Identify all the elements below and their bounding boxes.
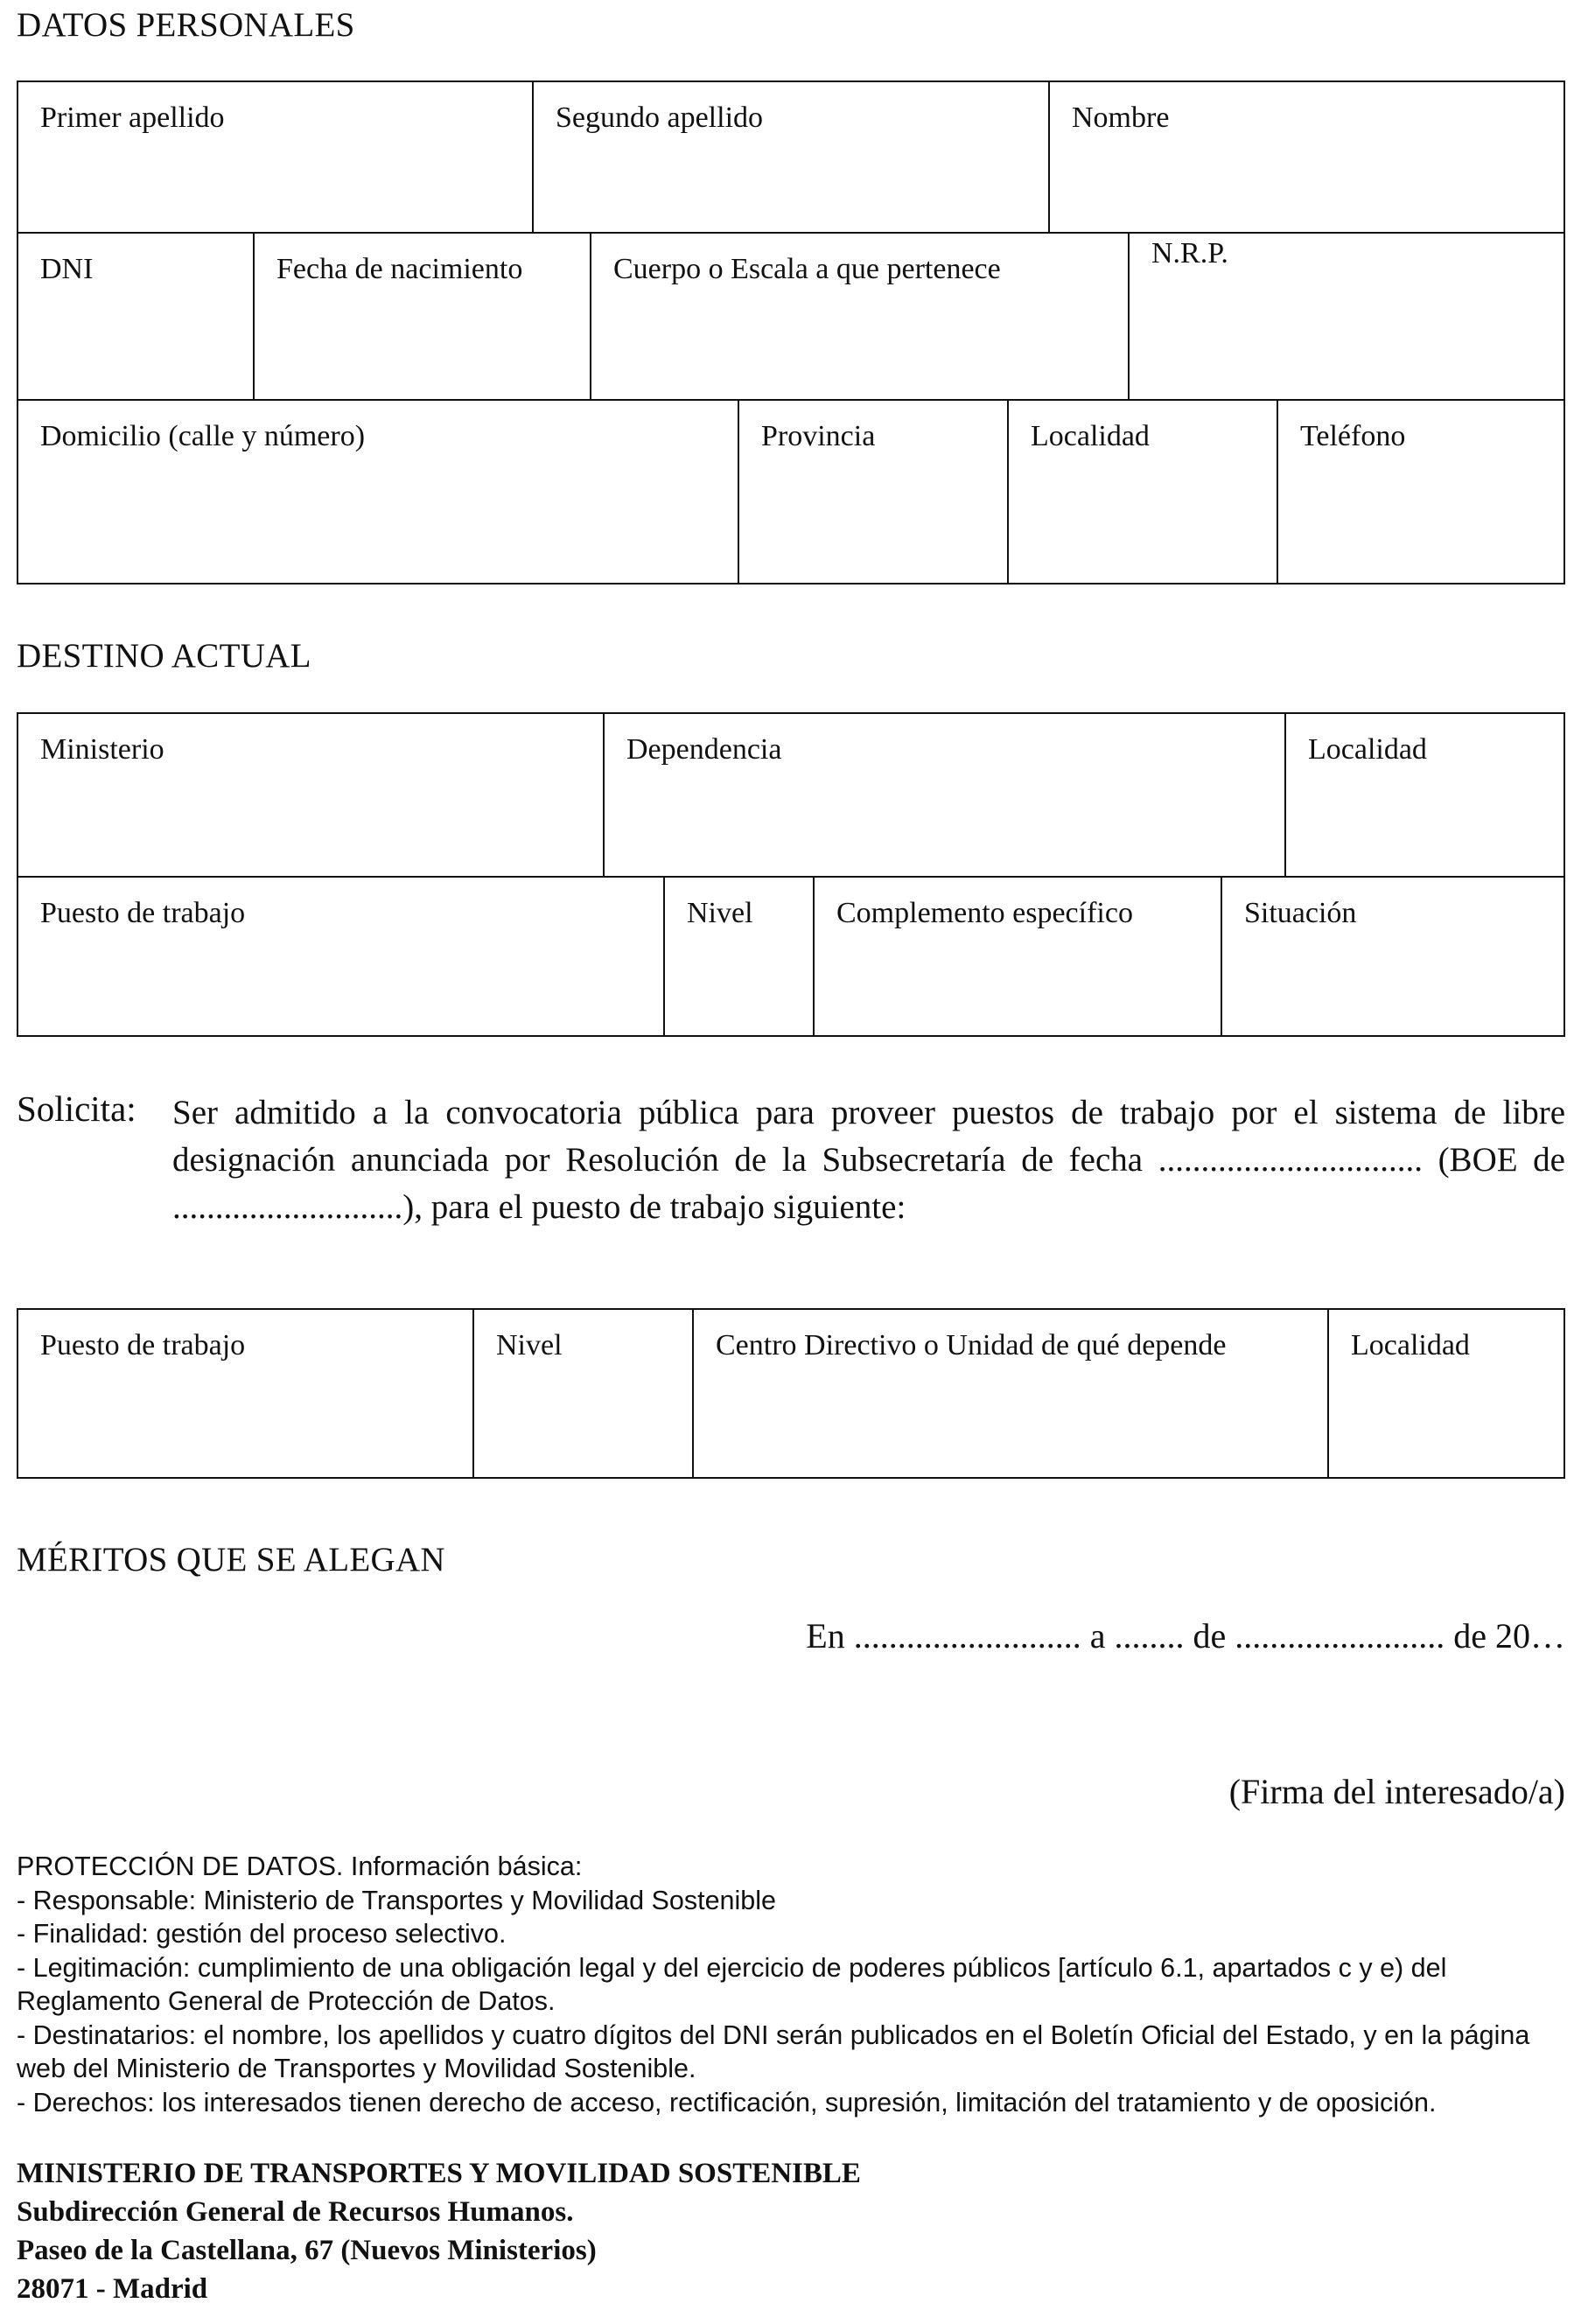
field-label: Fecha de nacimiento [276, 253, 523, 285]
field-dni[interactable] [17, 232, 255, 402]
field-domicilio[interactable] [17, 399, 740, 584]
proteccion-legitimacion: - Legitimación: cumplimiento de una obligación legal y del ejercicio de poderes públicos [artículo 6.1, apartados c y e) del Reglamento General de Protección de Datos. [17, 1952, 1447, 2016]
field-situacion[interactable] [1221, 876, 1565, 1037]
field-label: Puesto de trabajo [40, 1329, 246, 1362]
field-label: Cuerpo o Escala a que pertenece [613, 253, 1001, 285]
proteccion-responsable: - Responsable: Ministerio de Transportes y Movilidad Sostenible [17, 1885, 776, 1915]
field-nrp[interactable] [1128, 232, 1565, 402]
field-label: Provincia [761, 420, 876, 452]
field-ministerio[interactable] [17, 712, 605, 878]
field-label: Localidad [1031, 420, 1150, 452]
field-telefono[interactable] [1277, 399, 1565, 584]
ministerio-address-block [17, 2154, 861, 2308]
firma-interesado[interactable]: (Firma del interesado/a) [1228, 1772, 1565, 1811]
field-primer-apellido[interactable] [17, 80, 535, 234]
ministerio-name: MINISTERIO DE TRANSPORTES Y MOVILIDAD SOSTENIBLE [17, 2158, 861, 2189]
field-localidad-solicitada[interactable] [1327, 1308, 1565, 1479]
section-title-datos-personales: DATOS PERSONALES [17, 6, 355, 44]
solicita-label: Solicita: [17, 1088, 136, 1129]
field-puesto-solicitado[interactable] [17, 1308, 475, 1479]
field-centro-directivo[interactable] [692, 1308, 1330, 1479]
field-cuerpo-escala[interactable] [590, 232, 1130, 402]
proteccion-title: PROTECCIÓN DE DATOS. Información básica: [17, 1852, 583, 1881]
field-nivel-solicitado[interactable] [472, 1308, 695, 1479]
fecha-lugar-line[interactable]: En .......................... a ........ de ........................ de 20… [806, 1616, 1565, 1656]
field-label: Nivel [496, 1329, 563, 1362]
field-puesto-trabajo[interactable] [17, 876, 666, 1037]
proteccion-finalidad: - Finalidad: gestión del proceso selectivo. [17, 1919, 507, 1949]
field-label: DNI [40, 253, 94, 285]
field-localidad[interactable] [1007, 399, 1279, 584]
field-label: Domicilio (calle y número) [40, 420, 366, 452]
field-segundo-apellido[interactable] [532, 80, 1051, 234]
field-fecha-nacimiento[interactable] [253, 232, 592, 402]
field-localidad-destino[interactable] [1284, 712, 1565, 878]
field-label: Primer apellido [40, 102, 225, 134]
section-title-meritos: MÉRITOS QUE SE ALEGAN [17, 1541, 445, 1578]
field-dependencia[interactable] [603, 712, 1287, 878]
field-label: Ministerio [40, 733, 164, 766]
field-nombre[interactable] [1048, 80, 1565, 234]
field-label: Localidad [1308, 733, 1427, 766]
field-label: Teléfono [1300, 420, 1406, 452]
field-label: Situación [1244, 897, 1357, 929]
field-label: N.R.P. [1151, 237, 1228, 270]
field-label: Dependencia [626, 733, 782, 766]
field-label: Complemento específico [836, 897, 1133, 929]
field-complemento-especifico[interactable] [813, 876, 1223, 1037]
section-title-destino-actual: DESTINO ACTUAL [17, 637, 311, 675]
field-label: Centro Directivo o Unidad de qué depende [716, 1329, 1227, 1362]
subdireccion-name: Subdirección General de Recursos Humanos. [17, 2196, 574, 2228]
field-label: Localidad [1351, 1329, 1470, 1362]
address-street: Paseo de la Castellana, 67 (Nuevos Ministerios) [17, 2235, 597, 2266]
field-label: Nombre [1072, 102, 1170, 134]
field-nivel[interactable] [663, 876, 815, 1037]
proteccion-datos-block [17, 1850, 1569, 2119]
solicita-text: Ser admitido a la convocatoria pública para proveer puestos de trabajo por el sistema de libre designación anunciada por Resolución de la Subsecretaría de fecha ............................... (BOE de ...........................), para el puesto de trabajo siguiente: [172, 1094, 1565, 1226]
field-label: Puesto de trabajo [40, 897, 246, 929]
proteccion-destinatarios: - Destinatarios: el nombre, los apellidos y cuatro dígitos del DNI serán publicados en el Boletín Oficial del Estado, y en la página web del Ministerio de Transportes y Movilidad Sostenible. [17, 2020, 1530, 2083]
address-city: 28071 - Madrid [17, 2273, 208, 2305]
field-label: Segundo apellido [556, 102, 764, 134]
field-provincia[interactable] [738, 399, 1010, 584]
proteccion-derechos: - Derechos: los interesados tienen derecho de acceso, rectificación, supresión, limitación del tratamiento y de oposición. [17, 2087, 1437, 2118]
field-label: Nivel [687, 897, 753, 929]
